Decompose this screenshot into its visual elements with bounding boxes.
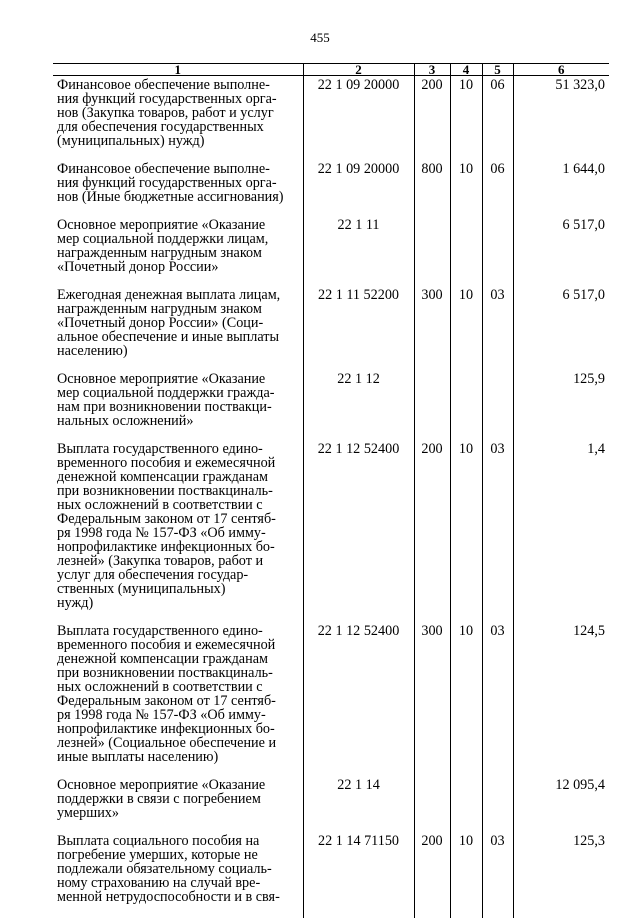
table-row xyxy=(53,778,609,834)
expense-type-code: 200 xyxy=(414,834,450,918)
subsection-code: 03 xyxy=(482,288,513,372)
expense-type-code: 300 xyxy=(414,624,450,778)
column-header: 4 xyxy=(450,64,482,76)
budget-table xyxy=(53,63,609,918)
expense-type-code: 200 xyxy=(414,442,450,624)
table-row xyxy=(53,76,609,163)
column-header: 3 xyxy=(414,64,450,76)
section-code: 10 xyxy=(450,442,482,624)
subsection-code xyxy=(482,218,513,288)
target-article-code: 22 1 11 xyxy=(303,218,414,288)
table-row xyxy=(53,372,609,442)
subsection-code: 06 xyxy=(482,76,513,163)
column-header: 1 xyxy=(53,64,303,76)
row-description: Финансовое обеспечение выполне- ния функций государственных орга- нов (Закупка товаров, работ и услуг для обеспечения государственных (муниципальных) нужд) xyxy=(53,76,303,163)
target-article-code: 22 1 12 52400 xyxy=(303,442,414,624)
amount: 125,3 xyxy=(513,834,609,918)
subsection-code xyxy=(482,778,513,834)
target-article-code: 22 1 12 xyxy=(303,372,414,442)
table-row xyxy=(53,288,609,372)
row-description: Ежегодная денежная выплата лицам, награжденным нагрудным знаком «Почетный донор России» (Соци- альное обеспечение и иные выплаты населению) xyxy=(53,288,303,372)
expense-type-code xyxy=(414,218,450,288)
target-article-code: 22 1 14 71150 xyxy=(303,834,414,918)
target-article-code: 22 1 14 xyxy=(303,778,414,834)
column-header: 6 xyxy=(513,64,609,76)
section-code: 10 xyxy=(450,834,482,918)
section-code xyxy=(450,218,482,288)
subsection-code: 06 xyxy=(482,162,513,218)
target-article-code: 22 1 09 20000 xyxy=(303,162,414,218)
table-row xyxy=(53,218,609,288)
table-row xyxy=(53,162,609,218)
section-code: 10 xyxy=(450,288,482,372)
table-row xyxy=(53,442,609,624)
subsection-code xyxy=(482,372,513,442)
section-code xyxy=(450,778,482,834)
row-description: Основное мероприятие «Оказание мер социальной поддержки гражда- нам при возникновении поствакци- нальных осложнений» xyxy=(53,372,303,442)
subsection-code: 03 xyxy=(482,834,513,918)
amount: 6 517,0 xyxy=(513,218,609,288)
section-code: 10 xyxy=(450,76,482,163)
expense-type-code xyxy=(414,778,450,834)
expense-type-code: 200 xyxy=(414,76,450,163)
expense-type-code: 300 xyxy=(414,288,450,372)
table-row xyxy=(53,624,609,778)
amount: 1,4 xyxy=(513,442,609,624)
table-row xyxy=(53,834,609,918)
expense-type-code xyxy=(414,372,450,442)
section-code: 10 xyxy=(450,162,482,218)
section-code: 10 xyxy=(450,624,482,778)
amount: 125,9 xyxy=(513,372,609,442)
column-header: 5 xyxy=(482,64,513,76)
row-description: Основное мероприятие «Оказание мер социальной поддержки лицам, награжденным нагрудным знаком «Почетный донор России» xyxy=(53,218,303,288)
subsection-code: 03 xyxy=(482,624,513,778)
page-number: 455 xyxy=(0,30,640,46)
row-description: Выплата социального пособия на погребение умерших, которые не подлежали обязательному социаль- ному страхованию на случай вре- менной нетрудоспособности и в свя- xyxy=(53,834,303,918)
row-description: Выплата государственного едино- временного пособия и ежемесячной денежной компенсации гражданам при возникновении поствакциналь- ных осложнений в соответствии с Федеральным законом от 17 сентяб- ря 1998 года № 157-ФЗ «Об имму- нопрофилактике инфекционных бо- лезней» (Закупка товаров, работ и услуг для обеспечения государ- ственных (муниципальных) нужд) xyxy=(53,442,303,624)
subsection-code: 03 xyxy=(482,442,513,624)
row-description: Финансовое обеспечение выполне- ния функций государственных орга- нов (Иные бюджетные ассигнования) xyxy=(53,162,303,218)
table-header-row xyxy=(53,64,609,76)
amount: 51 323,0 xyxy=(513,76,609,163)
expense-type-code: 800 xyxy=(414,162,450,218)
target-article-code: 22 1 11 52200 xyxy=(303,288,414,372)
target-article-code: 22 1 09 20000 xyxy=(303,76,414,163)
amount: 6 517,0 xyxy=(513,288,609,372)
amount: 1 644,0 xyxy=(513,162,609,218)
table-body xyxy=(53,76,609,918)
amount: 12 095,4 xyxy=(513,778,609,834)
section-code xyxy=(450,372,482,442)
amount: 124,5 xyxy=(513,624,609,778)
row-description: Выплата государственного едино- временного пособия и ежемесячной денежной компенсации гражданам при возникновении поствакциналь- ных осложнений в соответствии с Федеральным законом от 17 сентяб- ря 1998 года № 157-ФЗ «Об имму- нопрофилактике инфекционных бо- лезней» (Социальное обеспечение и иные выплаты населению) xyxy=(53,624,303,778)
row-description: Основное мероприятие «Оказание поддержки в связи с погребением умерших» xyxy=(53,778,303,834)
target-article-code: 22 1 12 52400 xyxy=(303,624,414,778)
column-header: 2 xyxy=(303,64,414,76)
